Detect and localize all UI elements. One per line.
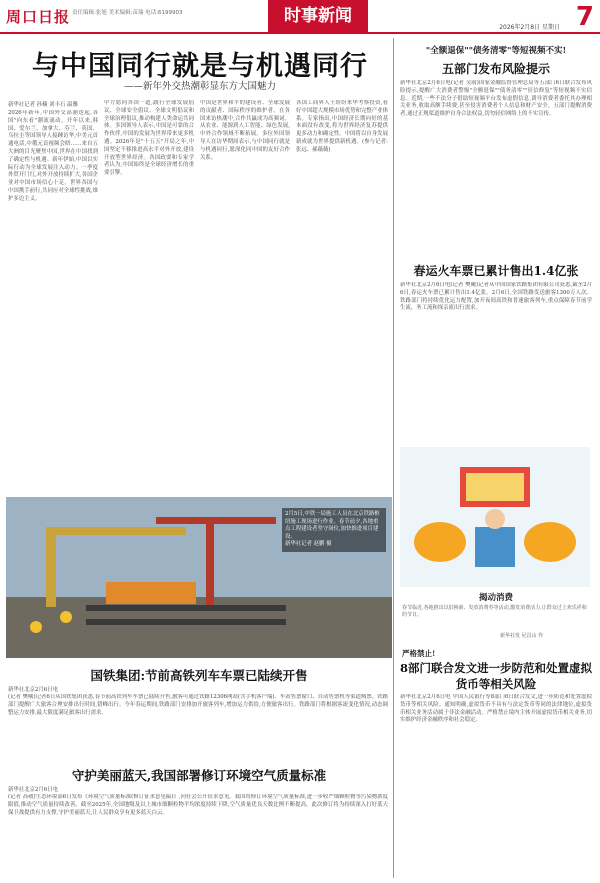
air-quality-headline: 守护美丽蓝天,我国部署修订环境空气质量标准: [71, 768, 327, 783]
column-divider: [393, 38, 394, 878]
air-byline: 新华社北京2月6日电: [8, 787, 58, 793]
photo-caption-text: 2月5日,中铁一局施工人员在北京铁路枢纽施工现场进行作业。春节前夕,各地重点工程建设者坚守岗位,加快推进项目建设。: [285, 511, 380, 540]
main-body-col2: 中方愿同各国一道,践行全球发展倡议、全球安全倡议、全球文明倡议和全球治理倡议,推动构建人类命运共同体。多国领导人表示,中国是可靠的合作伙伴,中国的发展为世界带来更多机遇。2026年是"十五五"开局之年,中国坚定不移推进高水平对外开放,建设开放型世界经济。各国政要和专家学者认为,中国始终是全球经济增长的重要引擎。: [104, 100, 194, 177]
rail-body: (记者 樊曦)记者6日从国铁集团获悉,春节前高铁列车车票已陆续开售,旅客可通过铁路12306网站(含手机客户端)、车站售票窗口、自动售票机等渠道购票。铁路部门提醒广大旅客合理安排出行时间,错峰出行。今年春运期间,铁路部门安排加开旅客列车,增加运力供给,方便旅客出行。铁路部门将根据客流变化情况,动态调整运力安排,最大限度满足旅客出行需求。: [8, 694, 388, 716]
masthead: [0, 0, 600, 34]
newspaper-logo: 周口日报: [6, 8, 71, 26]
main-body-col4: 各国工商界人士纷纷来华考察投资,看好中国超大规模市场优势和完整产业体系。专家指出,中国经济长期向好的基本面没有改变,将为世界经济复苏提供更多动力和确定性。中国将以自身发展新成就为世界提供新机遇。(参与记者:张远、郝薇薇): [296, 100, 388, 153]
cartoon-illustration: [400, 447, 590, 587]
right-body-1: 新华社北京2月6日电(记者 吴雨)国家金融监督管理总局等五部门6日联合发布风险提示,提醒广大消费者警惕"全额退保""债务清零""征信修复"等短视频不实信息。近期,一些不法分子借助短视频平台发布虚假信息,诱导消费者委托其办理相关业务,收取高额手续费,甚至侵害消费者个人信息和财产安全。五部门提醒消费者,通过正规渠道维护自身合法权益,切勿轻信网络上的不实宣传。: [400, 80, 592, 118]
right-headline-2: 春运火车票已累计售出1.4亿张: [413, 264, 579, 278]
main-byline: 新华社记者 孙楠 刘丰石 温馨: [8, 102, 78, 108]
right-headline-3: 8部门联合发文进一步防范和处置虚拟货币等相关风险: [400, 661, 592, 691]
cartoon-icon: [400, 447, 590, 587]
main-body-col1: 2026年新年,中国外交高潮迭起,各国"向东看"潮流涌动。开年以来,韩国、爱尔兰、加拿大、芬兰、英国、乌拉圭等国领导人接踵访华,中美元首通电话,中俄元首视频会晤……来自五大洲的目光聚焦中国,世界在中国找到了确定性与机遇。新年伊始,中国以实际行动为全球发展注入动力。一季度外贸开门红,对外开放持续扩大,各国企业对中国市场信心十足。世界各国与中国携手前行,共同应对全球性挑战,维护多边主义。: [8, 110, 98, 202]
cartoon-caption: 春节临近,各地推出以旧换新、发放消费券等活动,激发消费活力,让群众过上欢乐祥和的节日。: [402, 605, 587, 618]
page-number: 7: [575, 2, 594, 32]
main-subheadline: ——新年外交热潮彰显东方大国魅力: [123, 81, 276, 92]
cartoon-author: 新华社发 尼昌山 作: [500, 633, 544, 639]
rail-headline: 国铁集团:节前高铁列车车票已陆续开售: [90, 668, 308, 683]
air-body: (记者 高敬)生态环境部6日发布《环境空气质量标准(修订征求意见稿)》,向社会公开征求意见。我国将修订环境空气质量标准,进一步收严细颗粒物等污染物浓度限值,推动空气质量持续改善。截至2025年,全国地级及以上城市细颗粒物平均浓度持续下降,空气质量优良天数比例不断提高。此次修订将为持续深入打好蓝天保卫战提供有力支撑,守护美丽蓝天,让人民群众享有更多蓝天白云。: [8, 794, 388, 816]
main-body-col3: 中国是世界和平的建设者、全球发展的贡献者、国际秩序的维护者。在各国来访热潮中,合作共赢成为高频词。从农业、能源到人工智能、绿色发展,中外合作领域不断拓展。多位外国领导人在访华期间表示,与中国同行就是与机遇同行,愿深化同中国的友好合作关系。: [200, 100, 290, 161]
masthead-info: 责任编辑:张旭 美术编辑:苗瑞 电话:6199903: [72, 10, 183, 16]
right-headline-1: 五部门发布风险提示: [441, 62, 550, 76]
right-body-3: 新华社北京2月6日电 中国人民银行等8部门6日联合发文,进一步防范和处置虚拟货币等相关风险。通知明确,虚拟货币不具有与法定货币等同的法律地位,虚拟货币相关业务活动属于非法金融活动。严格禁止境内主体开展虚拟货币相关业务,切实维护经济金融秩序和社会稳定。: [400, 694, 592, 724]
cartoon-title: 揭动消费: [478, 593, 513, 603]
right-body-2: 新华社北京2月6日电(记者 樊曦)记者从中国国家铁路集团有限公司获悉,截至2月6日,春运火车票已累计售出1.4亿张。2月6日,全国铁路发送旅客1300万人次。铁路部门将持续优化运力配置,加开夜间高铁和普速旅客列车,重点保障春节前学生流、务工流和探亲流出行需求。: [400, 282, 592, 312]
right-kicker-1: "全额退保""债务清零"等短视频不实!: [425, 46, 567, 56]
rail-byline: 新华社北京2月6日电: [8, 687, 58, 693]
photo-caption: [282, 508, 386, 552]
issue-date: 2026年2月8日 星期日: [499, 24, 560, 31]
photo-credit: 新华社记者 赵鹏 摄: [285, 541, 332, 548]
section-title: 时事新闻: [268, 0, 368, 32]
main-headline: 与中国同行就是与机遇同行: [32, 51, 368, 82]
right-kicker-2: 严格禁止!: [402, 649, 436, 658]
